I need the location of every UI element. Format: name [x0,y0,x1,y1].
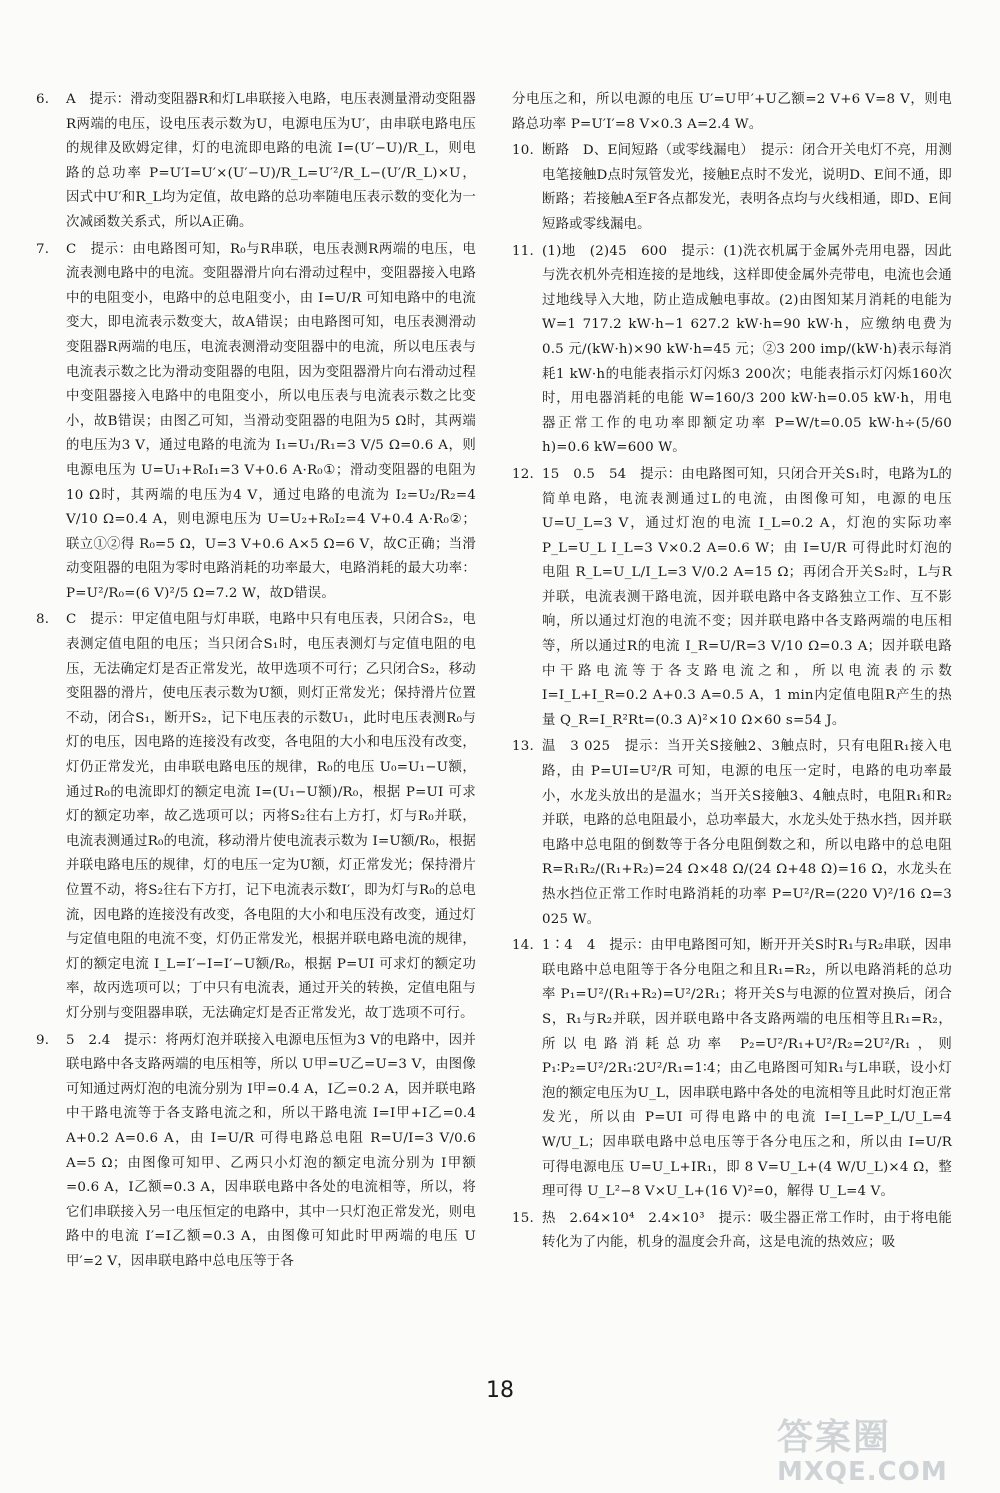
item-text: C 提示：甲定值电阻与灯串联，电路中只有电压表，只闭合S₂，电表测定值电阻的电压；当只闭合S₁时，电压表测灯与定值电阻的电压，无法确定灯是否正常发光，故甲选项不可行；乙只闭合S₂，移动变阻器的滑片，使电压表示数为U额，则灯正常发光；保持滑片位置不动，闭合S₁，断开S₂，记下电压表的示数U₁，此时电压表测R₀与灯的电压，因电路的连接没有改变，各电阻的大小和电压没有改变，灯仍正常发光，由串联电路电压的规律，R₀的电压 U₀=U₁−U额，通过R₀的电流即灯的额定电流 I=(U₁−U额)/R₀，根据 P=UI 可求灯的额定功率，故乙选项可以；丙将S₂往右上方打，灯与R₀并联，电流表测通过R₀的电流，移动滑片使电流表示数为 I=U额/R₀，根据并联电路电压的规律，灯的电压一定为U额，灯正常发光；保持滑片位置不动，将S₂往右下方打，记下电流表示数I′，即为灯与R₀的总电流，因电路的连接没有改变，各电阻的大小和电压没有改变，通过灯与定值电阻的电流不变，灯仍正常发光，根据并联电路电流的规律，灯的额定电流 I_L=I′−I=I′−U额/R₀，根据 P=UI 可求灯的额定功率，故丙选项可以；丁中只有电流表，通过开关的转换，定值电阻与灯分别与变阻器串联，无法确定灯是否正常发光，故丁选项不可行。 [66,612,476,1021]
item-number: 14. [512,938,534,954]
item-number: 8. [36,612,50,628]
item-text: 断路 D、E间短路（或零线漏电） 提示：闭合开关电灯不亮，用测电笔接触D点时氖管发光，接触E点时不发光，说明D、E间不通，即断路；若接触A至F各点都发光，表明各点均与火线相通，即D、E间短路或零线漏电。 [542,143,952,232]
answer-item-11 [512,240,952,461]
item-number: 12. [512,466,534,482]
answer-item-15 [512,1207,952,1256]
answer-item-7 [36,238,476,607]
left-column [36,88,476,1277]
answer-item-9 [36,1029,476,1275]
item-number: 7. [36,241,50,257]
answer-item-10 [512,139,952,237]
item-number: 11. [512,243,534,259]
item-text: (1)地 (2)45 600 提示：(1)洗衣机属于金属外壳用电器，因此与洗衣机外壳相连接的是地线，这样即使金属外壳带电，电流也会通过地线导入大地，防止造成触电事故。(2)由图知某月消耗的电能为 W=1 717.2 kW·h−1 627.2 kW·h=90 kW·h，应缴纳电费为 0.5 元/(kW·h)×90 kW·h=45 元；②3 200 imp/(kW·h)表示每消耗1 kW·h的电能表指示灯闪烁3 200次；电能表指示灯闪烁160次时，用电器消耗的电能 W=160/3 200 kW·h=0.05 kW·h，用电器正常工作的电功率即额定功率 P=W/t=0.05 kW·h÷(5/60 h)=0.6 kW=600 W。 [542,243,952,456]
item-text: 15 0.5 54 提示：由电路图可知，只闭合开关S₁时，电路为L的简单电路，电流表测通过L的电流，由图像可知，电源的电压 U=U_L=3 V，通过灯泡的电流 I_L=0.2 A，灯泡的实际功率 P_L=U_L I_L=3 V×0.2 A=0.6 W；由 I=U/R 可得此时灯泡的电阻 R_L=U_L/I_L=3 V/0.2 A=15 Ω；再闭合开关S₂时，L与R并联，电流表测干路电流，因并联电路中各支路独立工作、互不影响，所以通过灯泡的电流不变；因并联电路中各支路两端的电压相等，所以通过R的电流 I_R=U/R=3 V/10 Ω=0.3 A；因并联电路中干路电流等于各支路电流之和，所以电流表的示数 I=I_L+I_R=0.2 A+0.3 A=0.5 A，1 min内定值电阻R产生的热量 Q_R=I_R²Rt=(0.3 A)²×10 Ω×60 s=54 J。 [542,466,952,728]
item-number: 15. [512,1210,534,1226]
answer-item-6 [36,88,476,236]
item-9-continuation: 分电压之和，所以电源的电压 U′=U甲′+U乙额=2 V+6 V=8 V，则电路总功率 P=U′I′=8 V×0.3 A=2.4 W。 [512,92,952,132]
watermark-logo [777,1418,982,1488]
item-text: C 提示：由电路图可知，R₀与R串联，电压表测R两端的电压，电流表测电路中的电流。变阻器滑片向右滑动过程中，变阻器接入电路中的电阻变小，电路中的总电阻变小，由 I=U/R 可知电路中的电流变大，即电流表示数变大，故A错误；由电路图可知，电压表测滑动变阻器R两端的电压，电流表测滑动变阻器中的电流，所以电压表与电流表示数之比为滑动变阻器的电阻，因为变阻器滑片向右滑动过程中变阻器接入电路中的电阻变小，所以电压表与电流表示数之比变小，故B错误；由图乙可知，当滑动变阻器的电阻为5 Ω时，其两端的电压为3 V，通过电路的电流为 I₁=U₁/R₁=3 V/5 Ω=0.6 A，则电源电压为 U=U₁+R₀I₁=3 V+0.6 A·R₀①；滑动变阻器的电阻为10 Ω时，其两端的电压为4 V，通过电路的电流为 I₂=U₂/R₂=4 V/10 Ω=0.4 A，则电源电压为 U=U₂+R₀I₂=4 V+0.4 A·R₀②；联立①②得 R₀=5 Ω，U=3 V+0.6 A×5 Ω=6 V，故C正确；当滑动变阻器的电阻为零时电路消耗的功率最大，电路消耗的最大功率：P=U²/R₀=(6 V)²/5 Ω=7.2 W，故D错误。 [66,241,476,601]
item-number: 13. [512,739,534,755]
answer-item-8 [36,608,476,1026]
item-text: 温 3 025 提示：当开关S接触2、3触点时，只有电阻R₁接入电路，由 P=UI=U²/R 可知，电源的电压一定时，电路的电功率最小，水龙头放出的是温水；当开关S接触3、4触点时，电阻R₁和R₂并联，电路的总电阻最小，总功率最大，水龙头处于热水挡，因并联电路中总电阻的倒数等于各分电阻倒数之和，所以电路中的总电阻 R=R₁R₂/(R₁+R₂)=24 Ω×48 Ω/(24 Ω+48 Ω)=16 Ω，水龙头在热水挡位正常工作时电路消耗的功率 P=U²/R=(220 V)²/16 Ω=3 025 W。 [542,739,952,927]
item-number: 9. [36,1032,50,1048]
item-number: 10. [512,143,534,159]
answer-item-12 [512,463,952,734]
item-number: 6. [36,92,50,107]
watermark-title: 答案圈 [777,1418,892,1458]
answer-item-13 [512,735,952,932]
item-text: 热 2.64×10⁴ 2.4×10³ 提示：吸尘器正常工作时，由于将电能转化为了内能，机身的温度会升高，这是电流的热效应；吸 [542,1210,952,1251]
right-column [512,88,952,1258]
item-text: 1∶4 4 提示：由甲电路图可知，断开开关S时R₁与R₂串联，因串联电路中总电阻等于各分电阻之和且R₁=R₂，所以电路消耗的总功率 P₁=U²/(R₁+R₂)=U²/2R₁；将开关S与电源的位置对换后，闭合S，R₁与R₂并联，因并联电路中各支路两端的电压相等且R₁=R₂，所以电路消耗总功率 P₂=U²/R₁+U²/R₂=2U²/R₁，则 P₁∶P₂=U²/2R₁∶2U²/R₁=1∶4；由乙电路图可知R₁与L串联，设小灯泡的额定电压为U_L，因串联电路中各处的电流相等且此时灯泡正常发光，所以由 P=UI 可得电路中的电流 I=I_L=P_L/U_L=4 W/U_L；因串联电路中总电压等于各分电压之和，所以由 I=U/R 可得电源电压 U=U_L+IR₁，即 8 V=U_L+(4 W/U_L)×4 Ω，整理可得 U_L²−8 V×U_L+(16 V)²=0，解得 U_L=4 V。 [542,938,952,1200]
page-number: 18 [486,1378,514,1403]
answer-item-14 [512,934,952,1205]
item-text: A 提示：滑动变阻器R和灯L串联接入电路，电压表测量滑动变阻器R两端的电压，设电压表示数为U，电源电压为U′，由串联电路电压的规律及欧姆定律，灯的电流即电路的电流 I=(U′−U)/R_L，则电路的总功率 P=U′I=U′×(U′−U)/R_L=U′²/R_L−(U′/R_L)×U，因式中U′和R_L均为定值，故电路的总功率随电压表示数的变化为一次减函数关系式，所以A正确。 [66,92,476,230]
watermark-url: MXQE.COM [777,1457,948,1487]
item-text: 5 2.4 提示：将两灯泡并联接入电源电压恒为3 V的电路中，因并联电路中各支路两端的电压相等，所以 U甲=U乙=U=3 V，由图像可知通过两灯泡的电流分别为 I甲=0.4 A，I乙=0.2 A，因并联电路中干路电流等于各支路电流之和，所以干路电流 I=I甲+I乙=0.4 A+0.2 A=0.6 A，由 I=U/R 可得电路总电阻 R=U/I=3 V/0.6 A=5 Ω；由图像可知甲、乙两只小灯泡的额定电流分别为 I甲额=0.6 A，I乙额=0.3 A，因串联电路中各处的电流相等，所以，将它们串联接入另一电压恒定的电路中，其中一只灯泡正常发光，则电路中的电流 I′=I乙额=0.3 A，由图像可知此时甲两端的电压 U甲′=2 V，因串联电路中总电压等于各 [66,1032,476,1269]
